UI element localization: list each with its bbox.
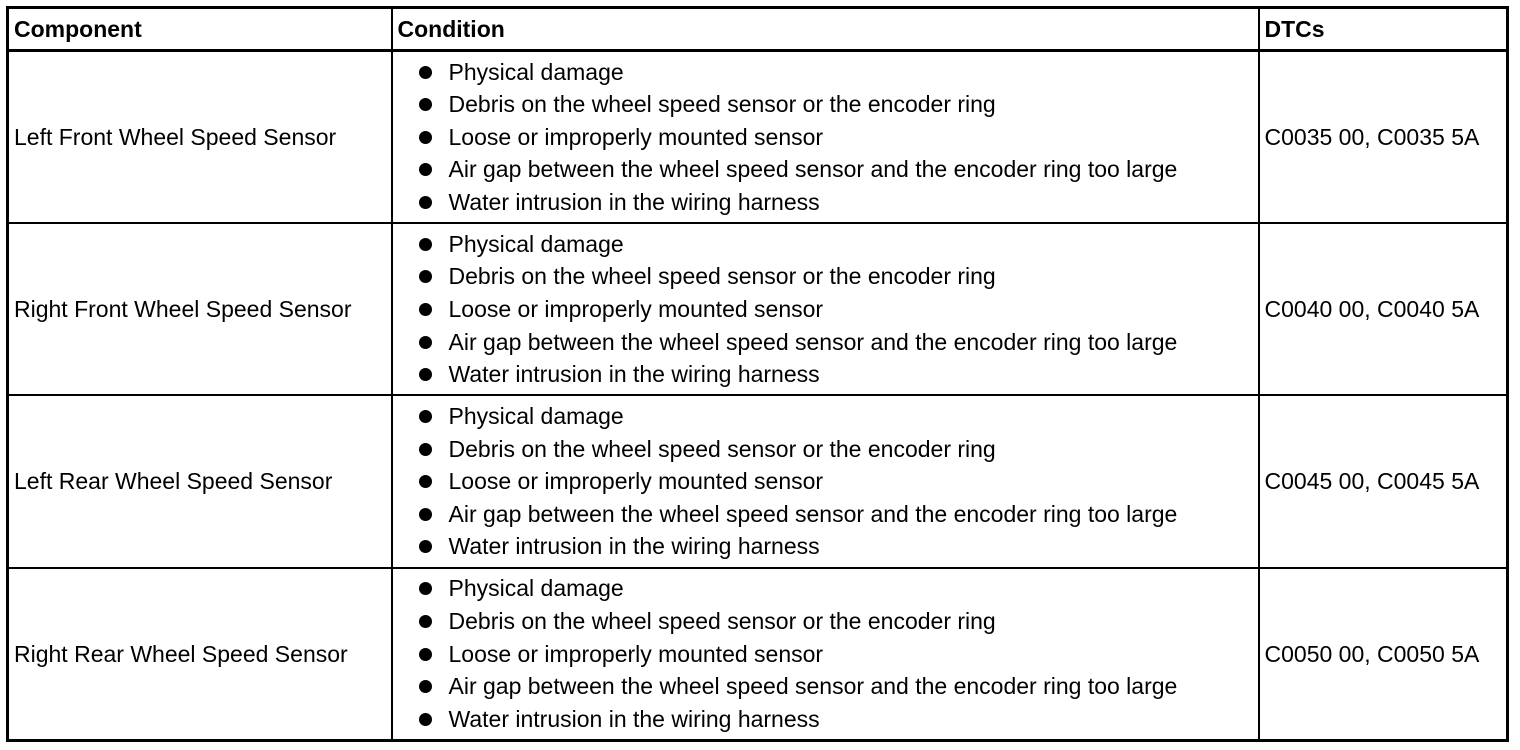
condition-list — [415, 400, 1258, 563]
conditions-cell — [392, 223, 1259, 395]
condition-item — [415, 572, 1258, 605]
bullet-icon — [419, 98, 432, 111]
table-row — [8, 395, 1508, 567]
condition-item — [415, 400, 1258, 433]
condition-text: Water intrusion in the wiring harness — [448, 361, 820, 388]
header-component: Component — [8, 8, 392, 51]
condition-text: Debris on the wheel speed sensor or the encoder ring — [448, 263, 996, 290]
bullet-icon — [419, 680, 432, 693]
header-condition: Condition — [392, 8, 1259, 51]
condition-text: Physical damage — [448, 58, 624, 85]
condition-text: Physical damage — [448, 230, 624, 257]
condition-text: Air gap between the wheel speed sensor and the encoder ring too large — [448, 673, 1178, 700]
condition-item — [415, 638, 1258, 671]
condition-text: Loose or improperly mounted sensor — [448, 640, 824, 667]
bullet-icon — [419, 410, 432, 423]
header-dtcs: DTCs — [1259, 8, 1508, 51]
condition-text: Water intrusion in the wiring harness — [448, 705, 820, 732]
condition-item — [415, 670, 1258, 703]
condition-list — [415, 228, 1258, 391]
table-row — [8, 51, 1508, 224]
condition-item — [415, 358, 1258, 391]
bullet-icon — [419, 713, 432, 726]
condition-item — [415, 605, 1258, 638]
dtc-table-container — [6, 6, 1506, 742]
bullet-icon — [419, 648, 432, 661]
bullet-icon — [419, 66, 432, 79]
table-row — [8, 223, 1508, 395]
condition-text: Air gap between the wheel speed sensor and the encoder ring too large — [448, 328, 1178, 355]
condition-text: Debris on the wheel speed sensor or the encoder ring — [448, 435, 996, 462]
component-cell: Left Rear Wheel Speed Sensor — [8, 395, 392, 567]
condition-item — [415, 121, 1258, 154]
condition-item — [415, 433, 1258, 466]
bullet-icon — [419, 303, 432, 316]
dtc-table — [6, 6, 1509, 742]
condition-item — [415, 530, 1258, 563]
component-cell: Right Rear Wheel Speed Sensor — [8, 568, 392, 741]
bullet-icon — [419, 368, 432, 381]
condition-item — [415, 153, 1258, 186]
condition-text: Loose or improperly mounted sensor — [448, 468, 824, 495]
condition-item — [415, 228, 1258, 261]
condition-text: Debris on the wheel speed sensor or the encoder ring — [448, 91, 996, 118]
dtc-cell: C0050 00, C0050 5A — [1259, 568, 1508, 741]
condition-list — [415, 572, 1258, 735]
condition-text: Debris on the wheel speed sensor or the encoder ring — [448, 607, 996, 634]
condition-list — [415, 56, 1258, 219]
dtc-cell: C0045 00, C0045 5A — [1259, 395, 1508, 567]
bullet-icon — [419, 196, 432, 209]
condition-text: Water intrusion in the wiring harness — [448, 533, 820, 560]
condition-item — [415, 703, 1258, 736]
condition-text: Physical damage — [448, 575, 624, 602]
condition-item — [415, 465, 1258, 498]
header-row — [8, 8, 1508, 51]
bullet-icon — [419, 336, 432, 349]
condition-item — [415, 88, 1258, 121]
conditions-cell — [392, 395, 1259, 567]
condition-text: Air gap between the wheel speed sensor and the encoder ring too large — [448, 500, 1178, 527]
bullet-icon — [419, 540, 432, 553]
condition-text: Water intrusion in the wiring harness — [448, 189, 820, 216]
bullet-icon — [419, 238, 432, 251]
bullet-icon — [419, 615, 432, 628]
condition-text: Loose or improperly mounted sensor — [448, 123, 824, 150]
conditions-cell — [392, 568, 1259, 741]
bullet-icon — [419, 582, 432, 595]
bullet-icon — [419, 475, 432, 488]
condition-item — [415, 293, 1258, 326]
bullet-icon — [419, 443, 432, 456]
bullet-icon — [419, 508, 432, 521]
conditions-cell — [392, 51, 1259, 224]
condition-item — [415, 56, 1258, 89]
condition-text: Loose or improperly mounted sensor — [448, 296, 824, 323]
condition-item — [415, 498, 1258, 531]
dtc-cell: C0035 00, C0035 5A — [1259, 51, 1508, 224]
condition-item — [415, 260, 1258, 293]
bullet-icon — [419, 270, 432, 283]
table-row — [8, 568, 1508, 741]
table-body — [8, 51, 1508, 741]
table-header — [8, 8, 1508, 51]
condition-item — [415, 186, 1258, 219]
bullet-icon — [419, 163, 432, 176]
component-cell: Left Front Wheel Speed Sensor — [8, 51, 392, 224]
component-cell: Right Front Wheel Speed Sensor — [8, 223, 392, 395]
bullet-icon — [419, 131, 432, 144]
condition-text: Physical damage — [448, 403, 624, 430]
condition-text: Air gap between the wheel speed sensor and the encoder ring too large — [448, 156, 1178, 183]
dtc-cell: C0040 00, C0040 5A — [1259, 223, 1508, 395]
condition-item — [415, 326, 1258, 359]
